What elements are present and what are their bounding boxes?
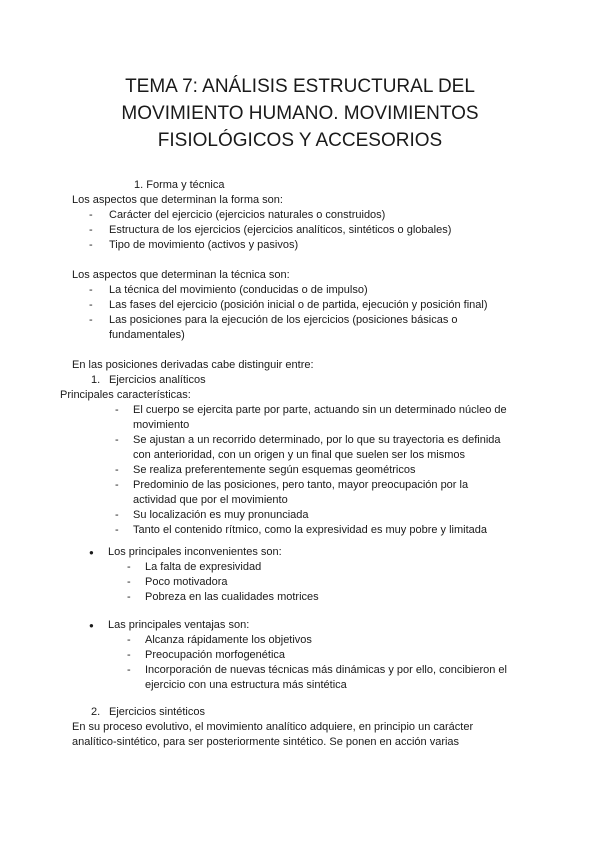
inconvenientes-block xyxy=(72,545,542,605)
dash-marker: - xyxy=(115,509,119,521)
analiticos-block xyxy=(60,388,550,538)
numbered-item: 2. Ejercicios sintéticos xyxy=(91,706,205,718)
dash-marker: - xyxy=(127,649,131,661)
list-item: - Las fases del ejercicio (posición inicial o de partida, ejecución y posición final) xyxy=(89,299,488,311)
list-item: - La técnica del movimiento (conducidas o de impulso) xyxy=(89,284,368,296)
dash-marker: - xyxy=(89,284,93,296)
title-line: FISIOLÓGICOS Y ACCESORIOS xyxy=(157,130,443,151)
paragraph: Principales características: xyxy=(60,389,191,401)
dash-marker: - xyxy=(127,561,131,573)
dash-marker: - xyxy=(115,479,119,491)
list-item: - El cuerpo se ejercita parte por parte, actuando sin un determinado núcleo de xyxy=(115,404,507,416)
dash-marker: - xyxy=(127,576,131,588)
dash-marker: - xyxy=(127,591,131,603)
paragraph: Los aspectos que determinan la técnica son: xyxy=(72,269,290,281)
dash-marker: - xyxy=(89,239,93,251)
dash-marker: - xyxy=(127,634,131,646)
dash-marker: - xyxy=(89,299,93,311)
list-item: - Las posiciones para la ejecución de los ejercicios (posiciones básicas o xyxy=(89,314,458,326)
list-item-continuation: ejercicio con una estructura más sintética xyxy=(145,679,347,691)
list-item: - Se realiza preferentemente según esquemas geométricos xyxy=(115,464,416,476)
list-item-continuation: movimiento xyxy=(133,419,190,431)
list-item: - Tanto el contenido rítmico, como la expresividad es muy pobre y limitada xyxy=(115,524,488,536)
list-item: - Estructura de los ejercicios (ejercicios analíticos, sintéticos o globales) xyxy=(89,224,452,236)
list-item: - Alcanza rápidamente los objetivos xyxy=(127,634,312,646)
dash-marker: - xyxy=(89,209,93,221)
title-line: MOVIMIENTO HUMANO. MOVIMIENTOS xyxy=(121,103,479,124)
document-body xyxy=(72,178,542,388)
dash-marker: - xyxy=(115,524,119,536)
list-item: - Incorporación de nuevas técnicas más dinámicas y por ello, concibieron el xyxy=(127,664,507,676)
list-item: - La falta de expresividad xyxy=(127,561,262,573)
list-item-continuation: actividad que por el movimiento xyxy=(133,494,288,506)
dash-marker: - xyxy=(115,434,119,446)
number-marker: 1. xyxy=(91,374,101,386)
number-marker: 2. xyxy=(91,706,101,718)
dash-marker: - xyxy=(89,224,93,236)
dash-marker: - xyxy=(115,404,119,416)
section-heading: 1. Forma y técnica xyxy=(134,179,225,191)
paragraph-line: En su proceso evolutivo, el movimiento analítico adquiere, en principio un carácter xyxy=(72,721,474,733)
list-item: - Poco motivadora xyxy=(127,576,228,588)
sinteticos-block xyxy=(72,705,542,750)
dash-marker: - xyxy=(89,314,93,326)
list-item-continuation: con anterioridad, con un origen y un final que suelen ser los mismos xyxy=(133,449,466,461)
bullet-item: ● Las principales ventajas son: xyxy=(89,619,250,631)
paragraph-line: analítico-sintético, para ser posteriormente sintético. Se ponen en acción varias xyxy=(72,736,460,748)
list-item: - Tipo de movimiento (activos y pasivos) xyxy=(89,239,299,251)
bullet-item: ● Los principales inconvenientes son: xyxy=(89,546,282,558)
bullet-marker: ● xyxy=(89,548,94,557)
page-title xyxy=(60,73,540,154)
list-item: - Carácter del ejercicio (ejercicios naturales o construidos) xyxy=(89,209,386,221)
list-item: - Se ajustan a un recorrido determinado, por lo que su trayectoria es definida xyxy=(115,434,501,446)
list-item: - Preocupación morfogenética xyxy=(127,649,286,661)
list-item: - Su localización es muy pronunciada xyxy=(115,509,309,521)
title-line: TEMA 7: ANÁLISIS ESTRUCTURAL DEL xyxy=(125,76,475,97)
ventajas-block xyxy=(72,618,542,693)
list-item-continuation: fundamentales) xyxy=(109,329,185,341)
list-item: - Predominio de las posiciones, pero tanto, mayor preocupación por la xyxy=(115,479,469,491)
list-item: - Pobreza en las cualidades motrices xyxy=(127,591,319,603)
paragraph: En las posiciones derivadas cabe distinguir entre: xyxy=(72,359,314,371)
bullet-marker: ● xyxy=(89,621,94,630)
paragraph: Los aspectos que determinan la forma son: xyxy=(72,194,283,206)
dash-marker: - xyxy=(115,464,119,476)
numbered-item: 1. Ejercicios analíticos xyxy=(91,374,206,386)
dash-marker: - xyxy=(127,664,131,676)
